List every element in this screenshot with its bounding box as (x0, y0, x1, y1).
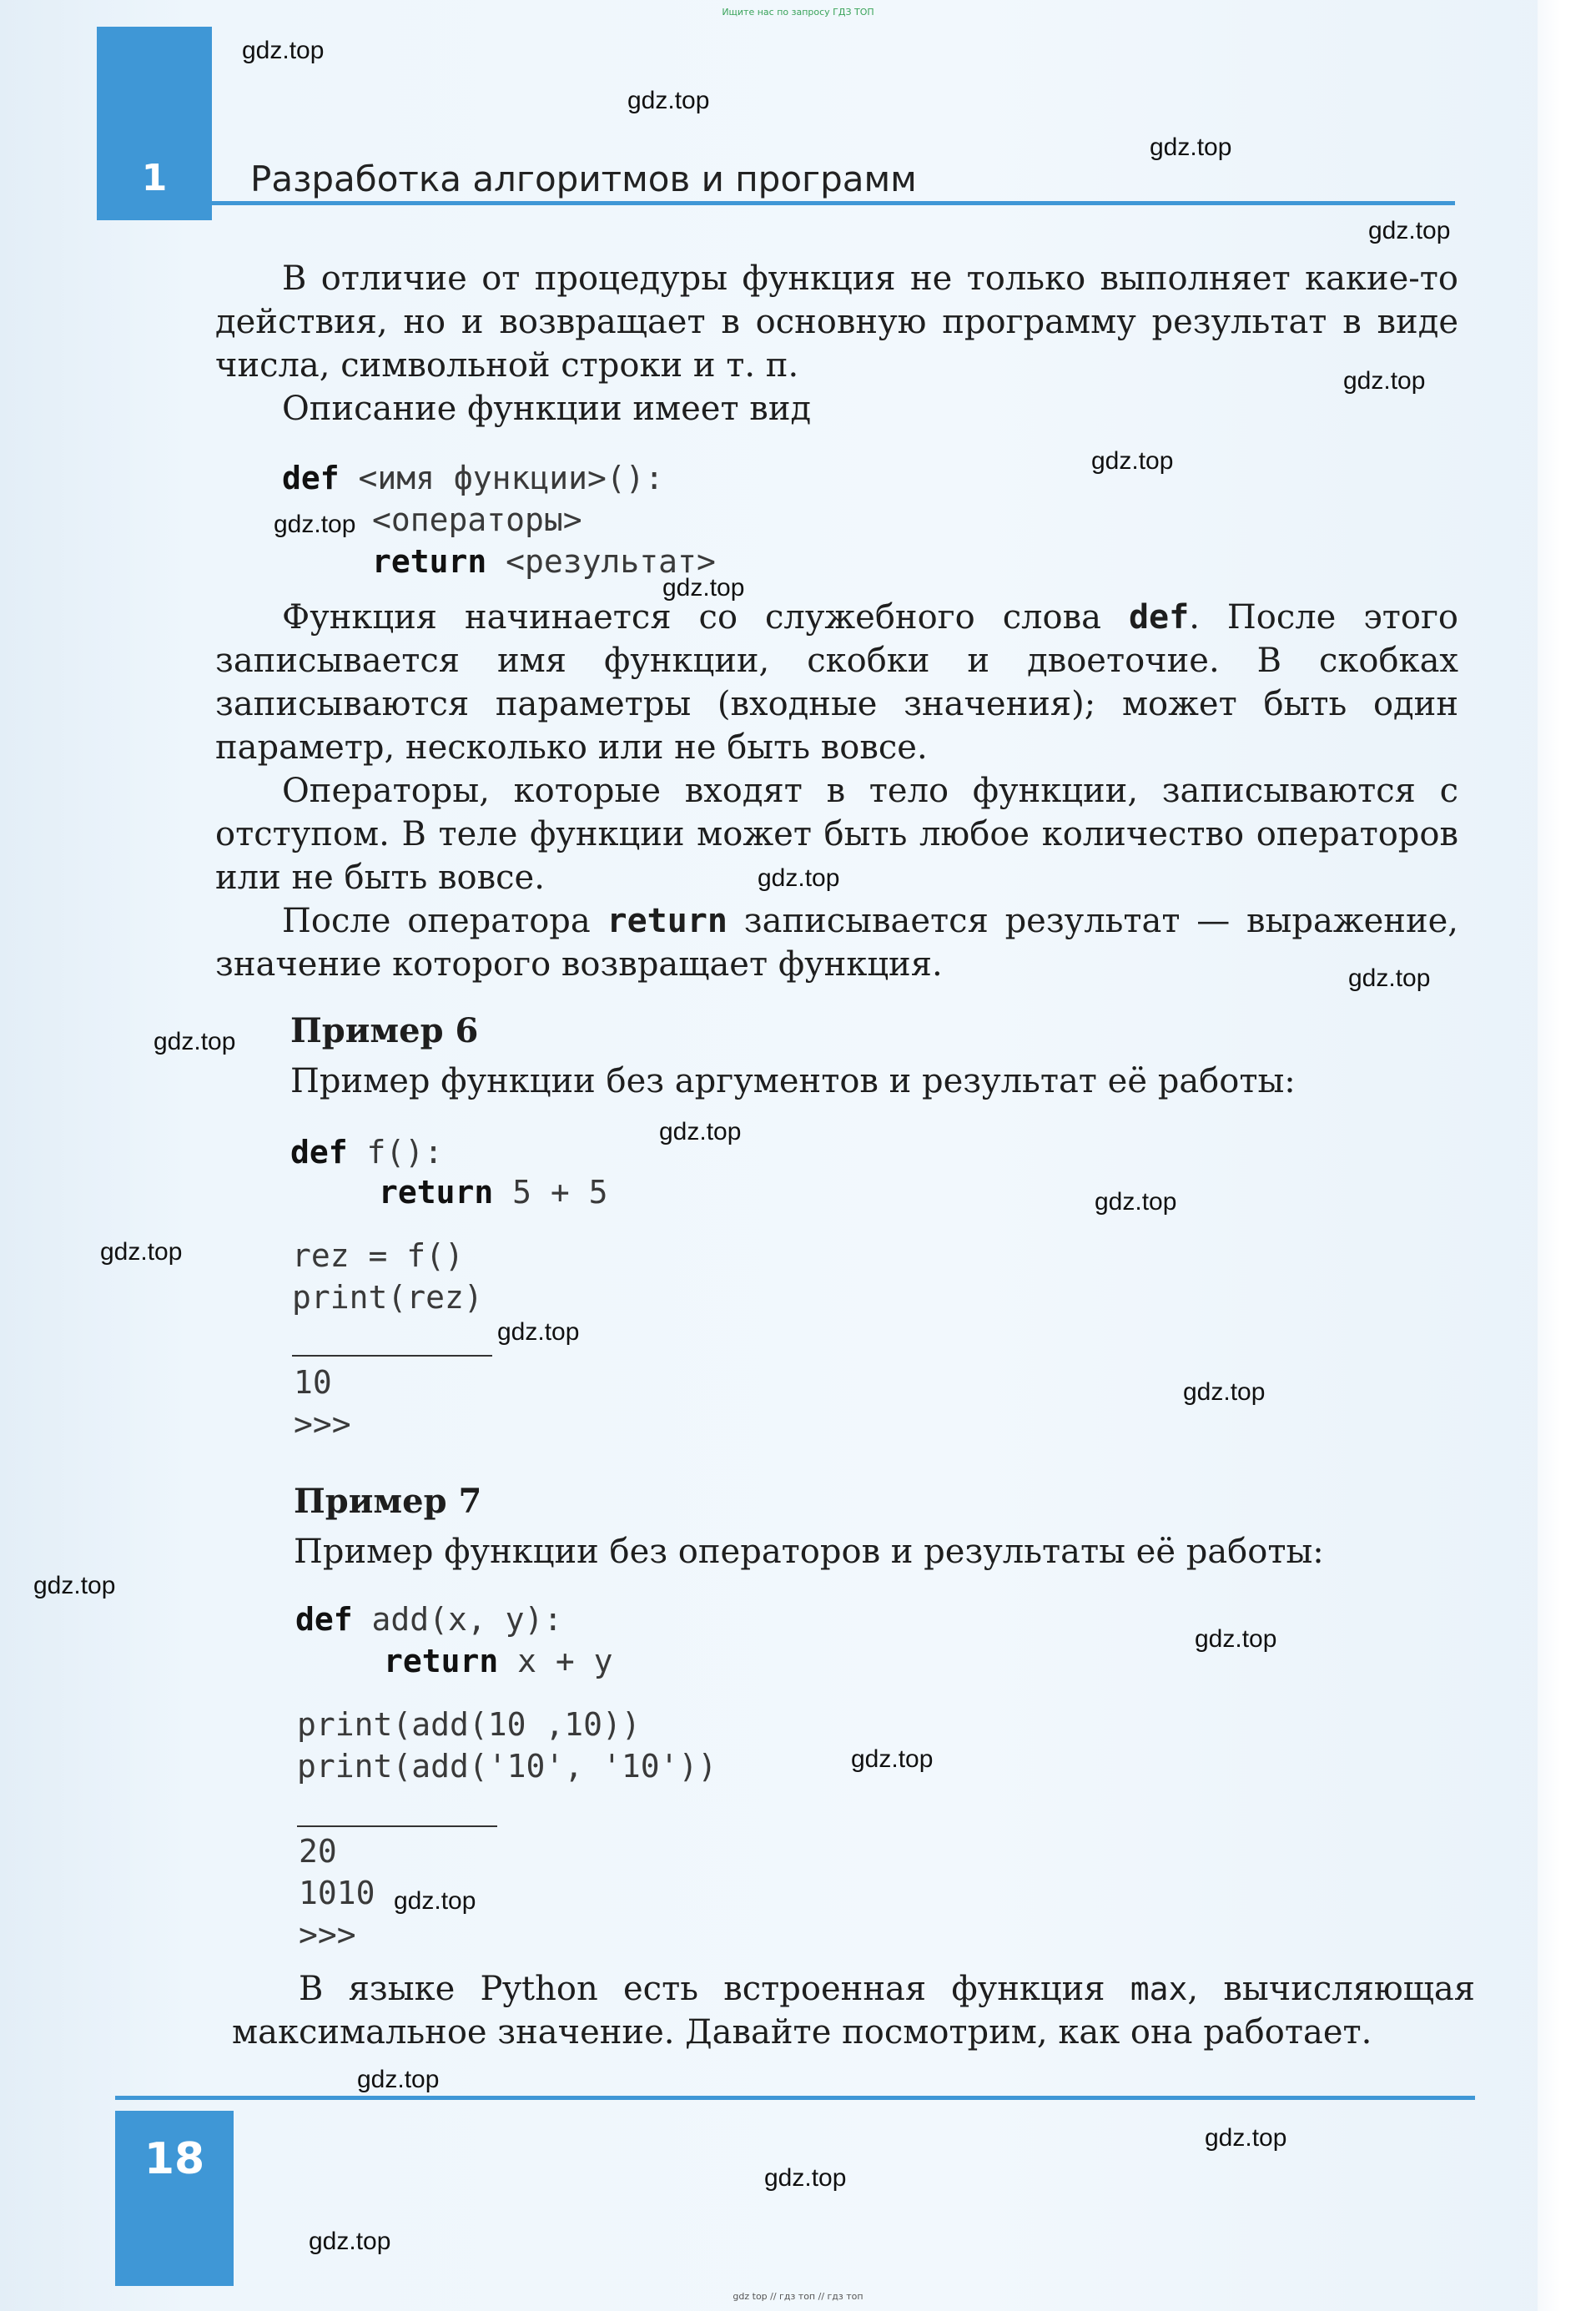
watermark: gdz.top (662, 574, 745, 602)
watermark: gdz.top (1091, 447, 1174, 475)
watermark: gdz.top (1150, 133, 1232, 161)
watermark: gdz.top (242, 37, 325, 64)
example-7-code-line-2: return x + y (384, 1643, 613, 1679)
syntax-line-3: return <результат> (372, 543, 716, 580)
header-rule (212, 201, 1455, 205)
example-6-output-line-2: >>> (294, 1406, 351, 1442)
example-7-caption: Пример функции без операторов и результаты её работы: (294, 1533, 1324, 1571)
chapter-title: Разработка алгоритмов и программ (250, 159, 917, 199)
top-note: Ищите нас по запросу ГДЗ ТОП (722, 7, 874, 18)
example-7-output-line-3: >>> (299, 1916, 356, 1953)
watermark: gdz.top (274, 511, 356, 538)
example-6-output-rule (292, 1355, 492, 1357)
watermark: gdz.top (394, 1887, 476, 1915)
example-6-code-line-3: rez = f() (292, 1237, 464, 1274)
watermark: gdz.top (1183, 1378, 1266, 1406)
example-6-caption: Пример функции без аргументов и результат её работы: (290, 1062, 1296, 1100)
watermark: gdz.top (1095, 1188, 1177, 1216)
watermark: gdz.top (764, 2164, 847, 2192)
example-7-output-line-2: 1010 (299, 1875, 375, 1911)
example-6-code-line-4: print(rez) (292, 1279, 483, 1316)
paragraph-max: В языке Python есть встроенная функция max, вычисляющая максимальное значение. Давайте посмотрим, как она работает. (232, 1970, 1475, 2052)
watermark: gdz.top (100, 1238, 183, 1266)
watermark: gdz.top (1205, 2124, 1287, 2152)
example-7-heading: Пример 7 (294, 1482, 482, 1521)
chapter-number: 1 (141, 157, 168, 199)
watermark: gdz.top (851, 1745, 934, 1773)
watermark: gdz.top (1195, 1625, 1277, 1653)
page-edge (1538, 0, 1596, 2311)
paragraph-description: Описание функции имеет вид (282, 390, 812, 428)
watermark: gdz.top (758, 864, 840, 892)
example-6-code-line-1: def f(): (290, 1134, 444, 1171)
page-number: 18 (143, 2134, 205, 2184)
watermark: gdz.top (1348, 964, 1431, 992)
example-6-heading: Пример 6 (290, 1011, 479, 1050)
example-7-output-rule (297, 1825, 497, 1827)
watermark: gdz.top (33, 1572, 116, 1599)
example-7-output-line-1: 20 (299, 1833, 337, 1870)
watermark: gdz.top (357, 2066, 440, 2093)
paragraph-body: Операторы, которые входят в тело функции, записываются с отступом. В теле функции может быть любое количество операторов или не быть вовсе. (215, 772, 1458, 897)
example-7-code-line-4: print(add('10', '10')) (297, 1748, 717, 1785)
watermark: gdz.top (154, 1028, 236, 1055)
syntax-line-1: def <имя функции>(): (282, 460, 664, 496)
watermark: gdz.top (309, 2228, 391, 2255)
example-6-output-line-1: 10 (294, 1364, 332, 1401)
watermark: gdz.top (497, 1318, 580, 1346)
paragraph-def: Функция начинается со служебного слова def. После этого записывается имя функции, скобки и двоеточие. В скобках записываются параметры (входные значения); может быть один параметр, несколько или не быть вовсе. (215, 598, 1458, 767)
watermark: gdz.top (659, 1118, 742, 1145)
example-7-code-line-1: def add(x, y): (295, 1601, 563, 1638)
footer-rule (115, 2096, 1475, 2100)
watermark: gdz.top (1368, 217, 1451, 244)
paragraph-return: После оператора return записывается результат — выражение, значение которого возвращает функция. (215, 902, 1458, 984)
example-6-code-line-2: return 5 + 5 (379, 1174, 608, 1211)
bottom-note: gdz top // гдз топ // гдз топ (733, 2291, 863, 2302)
watermark: gdz.top (627, 87, 710, 114)
syntax-line-2: <операторы> (372, 501, 582, 538)
watermark: gdz.top (1343, 367, 1426, 395)
paragraph-intro: В отличие от процедуры функция не только выполняет какие-то действия, но и возвращает в основную программу результат в виде числа, символьной строки и т. п. (215, 259, 1458, 385)
example-7-code-line-3: print(add(10 ,10)) (297, 1706, 641, 1743)
